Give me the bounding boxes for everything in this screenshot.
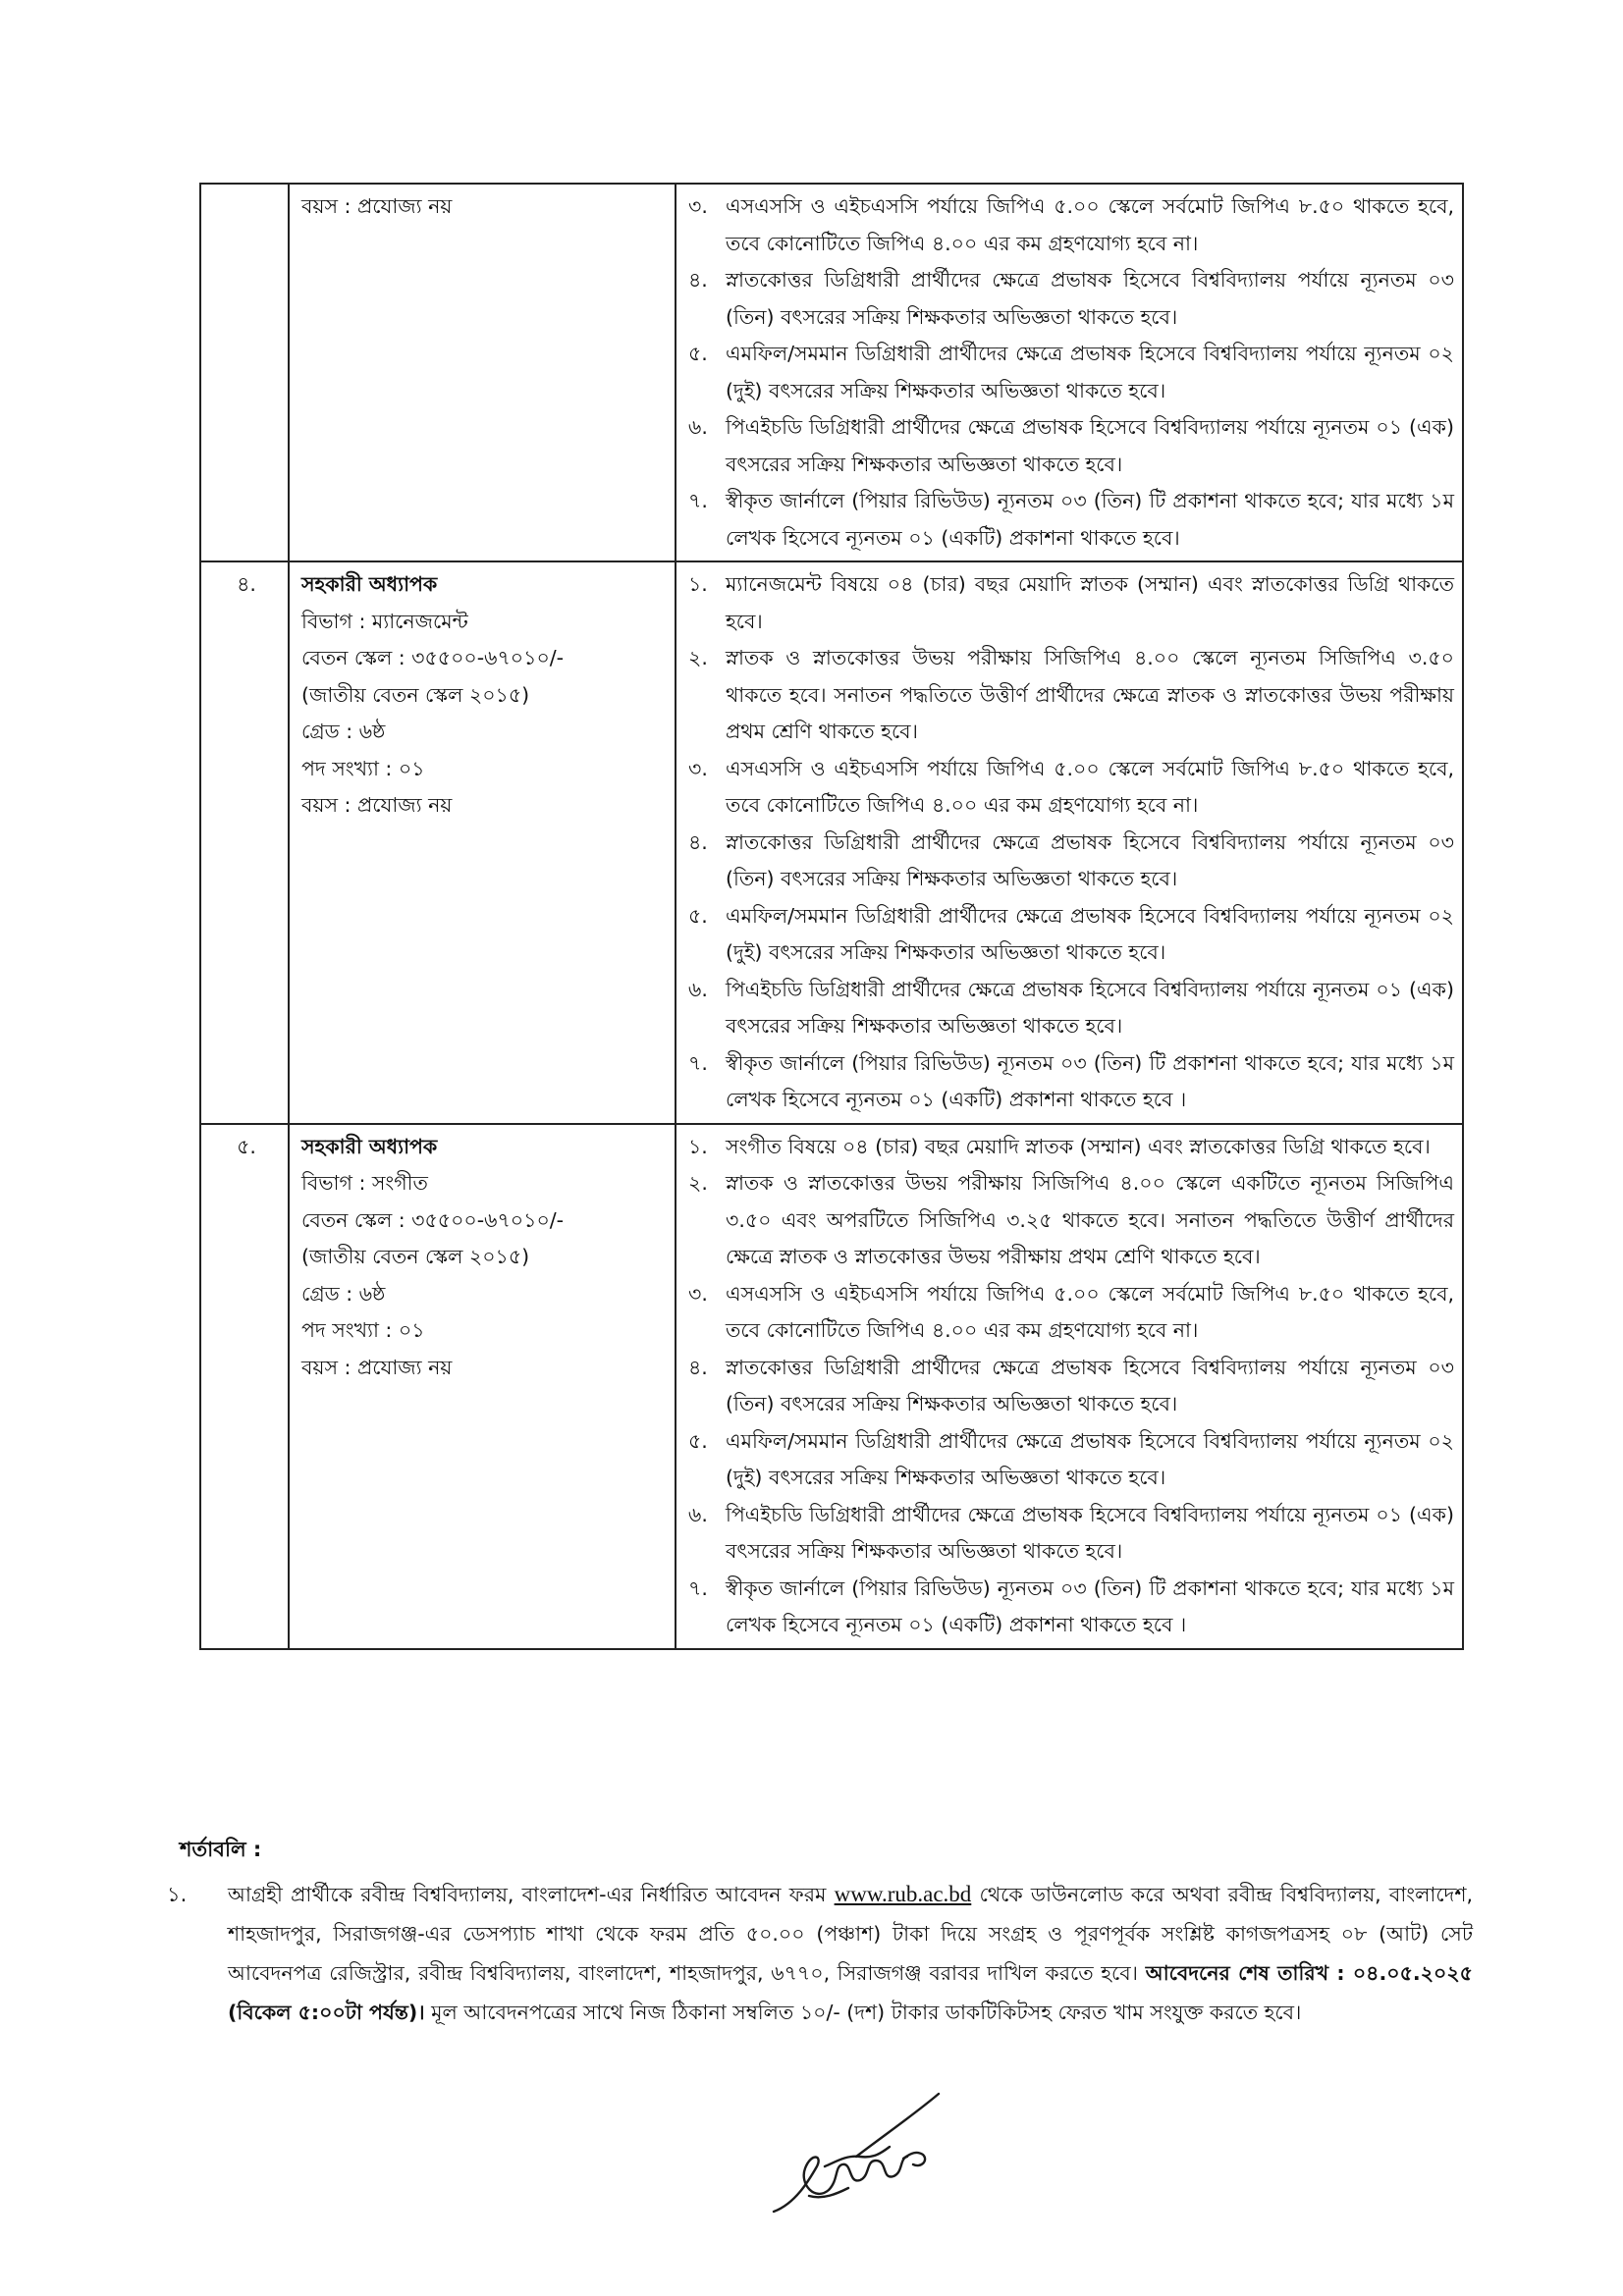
condition-part-1: আগ্রহী প্রার্থীকে রবীন্দ্র বিশ্ববিদ্যালয়, বাংলাদেশ-এর নির্ধারিত আবেদন ফরম — [228, 1883, 827, 1906]
serial-number: ৫. — [200, 1124, 289, 1649]
post-detail-line: বয়স : প্রযোজ্য নয় — [301, 793, 453, 817]
post-detail-line: (জাতীয় বেতন স্কেল ২০১৫) — [301, 1245, 530, 1268]
requirement-item — [688, 1571, 1454, 1644]
requirement-number: ২. — [688, 1171, 708, 1195]
requirements-list — [676, 1124, 1463, 1649]
post-detail-line: বেতন স্কেল : ৩৫৫০০-৬৭০১০/- — [301, 646, 565, 669]
requirement-item — [688, 1497, 1454, 1571]
requirement-number: ২. — [688, 646, 708, 669]
requirement-text: স্নাতকোত্তর ডিগ্রিধারী প্রার্থীদের ক্ষেত্রে প্রভাষক হিসেবে বিশ্ববিদ্যালয় পর্যায়ে ন্যূনতম ০৩ (তিন) বৎসরের সক্রিয় শিক্ষকতার অভিজ্ঞতা থাকতে হবে। — [726, 829, 1454, 890]
requirement-text: এসএসসি ও এইচএসসি পর্যায়ে জিপিএ ৫.০০ স্কেলে সর্বমোট জিপিএ ৮.৫০ থাকতে হবে, তবে কোনোটিতে জিপিএ ৪.০০ এর কম গ্রহণযোগ্য হবে না। — [726, 1281, 1454, 1342]
requirement-text: স্নাতকোত্তর ডিগ্রিধারী প্রার্থীদের ক্ষেত্রে প্রভাষক হিসেবে বিশ্ববিদ্যালয় পর্যায়ে ন্যূনতম ০৩ (তিন) বৎসরের সক্রিয় শিক্ষকতার অভিজ্ঞতা থাকতে হবে। — [726, 268, 1454, 329]
requirement-item — [688, 262, 1454, 336]
requirement-item — [688, 825, 1454, 898]
requirement-item — [688, 1045, 1454, 1119]
requirement-item — [688, 898, 1454, 972]
post-details — [289, 184, 676, 561]
requirement-item — [688, 640, 1454, 751]
table-row — [200, 561, 1463, 1124]
requirement-number: ৭. — [688, 1050, 708, 1075]
table-body — [200, 184, 1463, 1649]
requirement-item — [688, 409, 1454, 483]
condition-item-1 — [167, 1875, 1473, 2032]
post-detail-line: বিভাগ : সংগীত — [301, 1171, 428, 1195]
post-detail-line: পদ সংখ্যা : ০১ — [301, 756, 425, 780]
requirement-number: ৪. — [688, 829, 708, 854]
condition-number: ১. — [167, 1883, 188, 1906]
requirement-text: এসএসসি ও এইচএসসি পর্যায়ে জিপিএ ৫.০০ স্কেলে সর্বমোট জিপিএ ৮.৫০ থাকতে হবে, তবে কোনোটিতে জিপিএ ৪.০০ এর কম গ্রহণযোগ্য হবে না। — [726, 194, 1454, 255]
table-row — [200, 184, 1463, 561]
requirement-text: স্নাতক ও স্নাতকোত্তর উভয় পরীক্ষায় সিজিপিএ ৪.০০ স্কেলে একটিতে ন্যূনতম সিজিপিএ ৩.৫০ এবং অপরটিতে সিজিপিএ ৩.২৫ থাকতে হবে। সনাতন পদ্ধতিতে উত্তীর্ণ প্রার্থীদের ক্ষেত্রে স্নাতক ও স্নাতকোত্তর উভয় পরীক্ষায় প্রথম শ্রেণি থাকতে হবে। — [726, 1171, 1454, 1268]
requirement-text: পিএইচডি ডিগ্রিধারী প্রার্থীদের ক্ষেত্রে প্রভাষক হিসেবে বিশ্ববিদ্যালয় পর্যায়ে ন্যূনতম ০১ (এক) বৎসরের সক্রিয় শিক্ষকতার অভিজ্ঞতা থাকতে হবে। — [726, 1502, 1454, 1563]
requirement-text: স্নাতক ও স্নাতকোত্তর উভয় পরীক্ষায় সিজিপিএ ৪.০০ স্কেলে ন্যূনতম সিজিপিএ ৩.৫০ থাকতে হবে। সনাতন পদ্ধতিতে উত্তীর্ণ প্রার্থীদের ক্ষেত্রে স্নাতক ও স্নাতকোত্তর উভয় পরীক্ষায় প্রথম শ্রেণি থাকতে হবে। — [726, 646, 1454, 743]
requirement-item — [688, 483, 1454, 557]
requirement-item — [688, 1165, 1454, 1276]
requirement-item — [688, 336, 1454, 409]
requirement-item — [688, 188, 1454, 262]
table-row — [200, 1124, 1463, 1649]
requirement-text: ম্যানেজমেন্ট বিষয়ে ০৪ (চার) বছর মেয়াদি স্নাতক (সম্মান) এবং স্নাতকোত্তর ডিগ্রি থাকতে হবে। — [726, 572, 1454, 633]
conditions-heading: শর্তাবলি : — [180, 1838, 262, 1861]
post-detail-line: বিভাগ : ম্যানেজমেন্ট — [301, 609, 468, 633]
requirement-text: এমফিল/সমমান ডিগ্রিধারী প্রার্থীদের ক্ষেত্রে প্রভাষক হিসেবে বিশ্ববিদ্যালয় পর্যায়ে ন্যূনতম ০২ (দুই) বৎসরের সক্রিয় শিক্ষকতার অভিজ্ঞতা থাকতে হবে। — [726, 342, 1454, 402]
post-details — [289, 561, 676, 1124]
serial-number — [200, 184, 289, 561]
requirement-item — [688, 972, 1454, 1045]
requirement-text: এসএসসি ও এইচএসসি পর্যায়ে জিপিএ ৫.০০ স্কেলে সর্বমোট জিপিএ ৮.৫০ থাকতে হবে, তবে কোনোটিতে জিপিএ ৪.০০ এর কম গ্রহণযোগ্য হবে না। — [726, 756, 1454, 817]
requirement-number: ৬. — [688, 1502, 708, 1526]
condition-part-3: মূল আবেদনপত্রের সাথে নিজ ঠিকানা সম্বলিত ১০/- (দশ) টাকার ডাকটিকিটসহ ফেরত খাম সংযুক্ত করতে হবে। — [431, 2001, 1302, 2024]
requirement-number: ৭. — [688, 1575, 708, 1600]
job-requirements-table — [199, 183, 1464, 1650]
application-deadline: আবেদনের শেষ তারিখ : ০৪.০৫.২০২৫ (বিকেল ৫:০০টা পর্যন্ত)। — [228, 1961, 1473, 2024]
requirements-list — [676, 561, 1463, 1124]
requirement-number: ১. — [688, 572, 708, 596]
post-detail-line: বয়স : প্রযোজ্য নয় — [301, 194, 453, 218]
requirement-number: ৪. — [688, 1355, 708, 1379]
condition-text — [228, 1875, 1473, 2032]
requirement-text: স্বীকৃত জার্নালে (পিয়ার রিভিউড) ন্যূনতম ০৩ (তিন) টি প্রকাশনা থাকতে হবে; যার মধ্যে ১ম লেখক হিসেবে ন্যূনতম ০১ (একটি) প্রকাশনা থাকতে হবে । — [726, 1575, 1454, 1636]
condition-part-2: থেকে ডাউনলোড করে অথবা রবীন্দ্র বিশ্ববিদ্যালয়, বাংলাদেশ, শাহজাদপুর, সিরাজগঞ্জ-এর ডেসপ্যাচ শাখা থেকে ফরম প্রতি ৫০.০০ (পঞ্চাশ) টাকা দিয়ে সংগ্রহ ও পূরণপূর্বক সংশ্লিষ্ট কাগজপত্রসহ ০৮ (আট) সেট আবেদনপত্র রেজিস্ট্রার, রবীন্দ্র বিশ্ববিদ্যালয়, বাংলাদেশ, শাহজাদপুর, ৬৭৭০, সিরাজগঞ্জ বরাবর দাখিল করতে হবে। — [228, 1883, 1473, 1985]
requirement-number: ৬. — [688, 415, 708, 439]
serial-number: ৪. — [200, 561, 289, 1124]
requirement-item — [688, 1276, 1454, 1350]
requirement-text: পিএইচডি ডিগ্রিধারী প্রার্থীদের ক্ষেত্রে প্রভাষক হিসেবে বিশ্ববিদ্যালয় পর্যায়ে ন্যূনতম ০১ (এক) বৎসরের সক্রিয় শিক্ষকতার অভিজ্ঞতা থাকতে হবে। — [726, 977, 1454, 1038]
requirement-text: স্নাতকোত্তর ডিগ্রিধারী প্রার্থীদের ক্ষেত্রে প্রভাষক হিসেবে বিশ্ববিদ্যালয় পর্যায়ে ন্যূনতম ০৩ (তিন) বৎসরের সক্রিয় শিক্ষকতার অভিজ্ঞতা থাকতে হবে। — [726, 1355, 1454, 1415]
requirement-number: ৭. — [688, 489, 708, 512]
requirement-number: ৩. — [688, 756, 708, 780]
requirement-text: সংগীত বিষয়ে ০৪ (চার) বছর মেয়াদি স্নাতক (সম্মান) এবং স্নাতকোত্তর ডিগ্রি থাকতে হবে। — [726, 1134, 1431, 1158]
post-detail-line: গ্রেড : ৬ষ্ঠ — [301, 1281, 386, 1306]
post-title: সহকারী অধ্যাপক — [301, 572, 438, 596]
requirement-number: ৩. — [688, 194, 708, 218]
requirement-item — [688, 1350, 1454, 1423]
requirement-number: ৪. — [688, 268, 708, 292]
requirement-number: ৩. — [688, 1281, 708, 1306]
requirement-text: এমফিল/সমমান ডিগ্রিধারী প্রার্থীদের ক্ষেত্রে প্রভাষক হিসেবে বিশ্ববিদ্যালয় পর্যায়ে ন্যূনতম ০২ (দুই) বৎসরের সক্রিয় শিক্ষকতার অভিজ্ঞতা থাকতে হবে। — [726, 903, 1454, 964]
requirement-item — [688, 566, 1454, 640]
requirement-text: স্বীকৃত জার্নালে (পিয়ার রিভিউড) ন্যূনতম ০৩ (তিন) টি প্রকাশনা থাকতে হবে; যার মধ্যে ১ম লেখক হিসেবে ন্যূনতম ০১ (একটি) প্রকাশনা থাকতে হবে। — [726, 489, 1454, 550]
requirement-text: এমফিল/সমমান ডিগ্রিধারী প্রার্থীদের ক্ষেত্রে প্রভাষক হিসেবে বিশ্ববিদ্যালয় পর্যায়ে ন্যূনতম ০২ (দুই) বৎসরের সক্রিয় শিক্ষকতার অভিজ্ঞতা থাকতে হবে। — [726, 1428, 1454, 1489]
post-title: সহকারী অধ্যাপক — [301, 1134, 438, 1158]
requirement-number: ৫. — [688, 903, 708, 928]
website-link[interactable]: www.rub.ac.bd — [834, 1882, 972, 1906]
requirement-text: পিএইচডি ডিগ্রিধারী প্রার্থীদের ক্ষেত্রে প্রভাষক হিসেবে বিশ্ববিদ্যালয় পর্যায়ে ন্যূনতম ০১ (এক) বৎসরের সক্রিয় শিক্ষকতার অভিজ্ঞতা থাকতে হবে। — [726, 415, 1454, 476]
post-detail-line: পদ সংখ্যা : ০১ — [301, 1318, 425, 1342]
requirement-item — [688, 1423, 1454, 1497]
requirement-number: ৫. — [688, 342, 708, 365]
requirements-list — [676, 184, 1463, 561]
post-details — [289, 1124, 676, 1649]
requirement-number: ৫. — [688, 1428, 708, 1453]
requirement-number: ১. — [688, 1134, 708, 1158]
signature-icon — [766, 2086, 962, 2233]
post-detail-line: বেতন স্কেল : ৩৫৫০০-৬৭০১০/- — [301, 1207, 565, 1232]
post-detail-line: গ্রেড : ৬ষ্ঠ — [301, 720, 386, 743]
post-detail-line: বয়স : প্রযোজ্য নয় — [301, 1355, 453, 1379]
requirement-item — [688, 1129, 1454, 1166]
post-detail-line: (জাতীয় বেতন স্কেল ২০১৫) — [301, 682, 530, 707]
requirement-item — [688, 751, 1454, 825]
requirement-number: ৬. — [688, 977, 708, 1001]
requirement-text: স্বীকৃত জার্নালে (পিয়ার রিভিউড) ন্যূনতম ০৩ (তিন) টি প্রকাশনা থাকতে হবে; যার মধ্যে ১ম লেখক হিসেবে ন্যূনতম ০১ (একটি) প্রকাশনা থাকতে হবে । — [726, 1050, 1454, 1111]
